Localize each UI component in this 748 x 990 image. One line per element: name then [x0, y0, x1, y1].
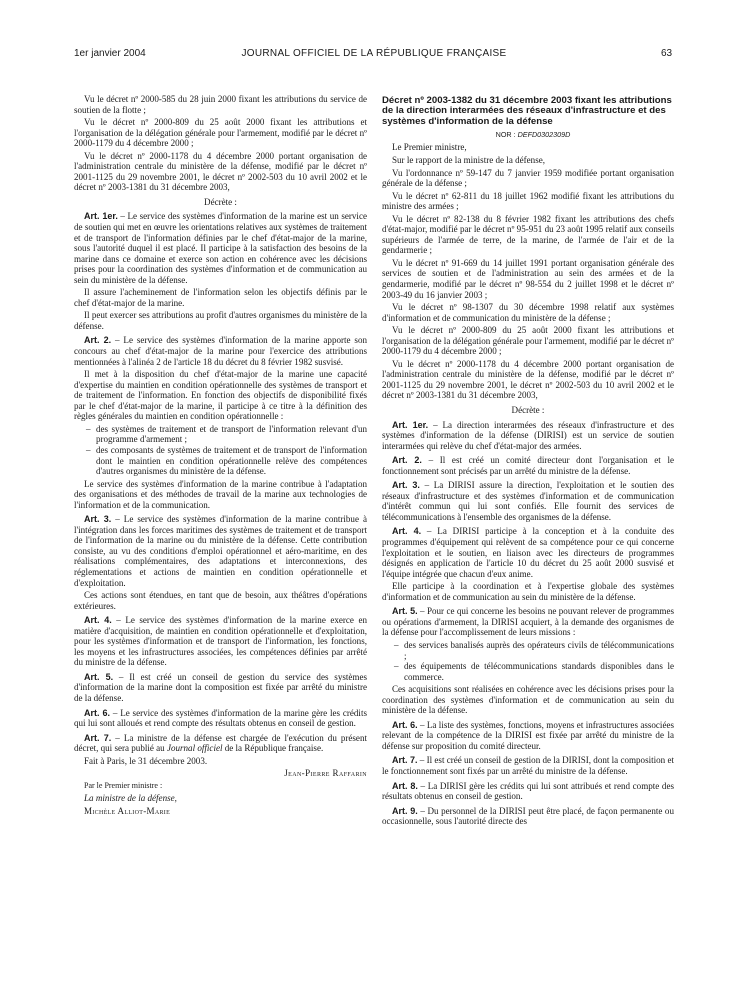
- bullet-list: [382, 640, 674, 682]
- article-text: – Pour ce qui concerne les besoins ne pouvant relever de programmes ou opérations d'armement, la DIRISI acquiert, à la demande des organismes de la défense pour l'accomplissement de leurs missions :: [382, 606, 674, 638]
- visa-paragraph: Vu l'ordonnance nº 59-147 du 7 janvier 1959 modifiée portant organisation générale de la défense ;: [382, 167, 674, 189]
- article-text: – La DIRISI assure la direction, l'exploitation et le soutien des réseaux d'infrastructure et des systèmes d'information et de communication d'intérêt commun qui lui sont confiés. Elle fournit des services de télécommunications à l'ensemble des organismes de la défense.: [382, 480, 674, 522]
- article-text: – Du personnel de la DIRISI peut être placé, de façon permanente ou occasionnelle, sous l'autorité directe des: [382, 805, 674, 827]
- paragraph: Ces acquisitions sont réalisées en cohérence avec les décisions prises pour la coordination des systèmes d'information et de communication au sein du ministère de la défense.: [382, 684, 674, 716]
- article-3: [74, 514, 367, 588]
- article-text: – Il est créé un comité directeur dont l'organisation et le fonctionnement sont précisés par un arrêté du ministre de la défense.: [382, 455, 674, 476]
- article-4: [74, 615, 367, 668]
- place-date: Fait à Paris, le 31 décembre 2003.: [84, 755, 208, 766]
- article-6: [74, 708, 367, 729]
- visa-paragraph: Vu le décret nº 82-138 du 8 février 1982 fixant les attributions des chefs d'état-major, modifié par le décret nº 95-951 du 23 août 1995 relatif aux conseils supérieurs de l'armée de terre, de la marine, de l'armée de l'air et de la gendarmerie ;: [382, 213, 674, 256]
- header-date: 1er janvier 2004: [74, 48, 146, 59]
- minister-name: Michèle Alliot-Marie: [84, 805, 171, 816]
- visa-paragraph: Vu le décret nº 2000-1178 du 4 décembre 2000 portant organisation de l'administration centrale du ministère de la défense, modifié par le décret nº 2001-1125 du 29 novembre 2001, le décret nº 2002-503 du 10 avril 2002 et le décret nº 2003-1381 du 31 décembre 2003,: [74, 150, 367, 193]
- article-label: Art. 3.: [84, 514, 112, 525]
- article-text: – La liste des systèmes, fonctions, moyens et infrastructures associées relevant de la compétence de la DIRISI est fixée par arrêté du ministre de la défense sur proposition du comité directeur.: [382, 719, 674, 751]
- article-6: [382, 720, 674, 752]
- article-7: [74, 733, 367, 754]
- visa-paragraph: Vu le décret nº 98-1307 du 30 décembre 1998 relatif aux systèmes d'information et de communication du ministère de la défense ;: [382, 302, 674, 323]
- article-3: [382, 480, 674, 522]
- paragraph: Elle participe à la coordination et à l'expertise globale des systèmes d'information et de communication au sein du ministère de la défense.: [382, 581, 674, 602]
- page-number: 63: [661, 48, 673, 59]
- article-text: de la République française.: [222, 743, 324, 754]
- paragraph: Sur le rapport de la ministre de la défense,: [392, 154, 545, 165]
- list-item: – des équipements de télécommunications standards disponibles dans le commerce.: [382, 661, 674, 682]
- list-item: – des composants de systèmes de traitement et de transport de l'information dont le maintien en condition opérationnelle relève des compétences d'autres organismes du ministère de la défense.: [74, 445, 367, 477]
- article-text: – Le service des systèmes d'information de la marine est un service de soutien qui met en œuvre les orientations relatives aux systèmes de traitement et de transport de l'information définies par le chef d'état-major de la marine, sous l'autorité duquel il est placé. Il participe à la satisfaction des besoins de la marine dans ce domaine et exerce son action en cohérence avec les décisions prises pour la coordination des systèmes d'information et de communication au sein du ministère de la défense.: [74, 211, 367, 285]
- list-item: – des systèmes de traitement et de transport de l'information relevant d'un programme d'armement ;: [74, 424, 367, 445]
- visa-paragraph: Vu le décret nº 62-811 du 18 juillet 1962 modifié fixant les attributions du ministre des armées ;: [382, 190, 674, 212]
- par-le-premier-ministre: Par le Premier ministre :: [84, 780, 163, 790]
- nor-label: NOR :: [495, 129, 518, 139]
- visa-paragraph: Vu le décret nº 2000-809 du 25 août 2000 fixant les attributions et l'organisation de la délégation générale pour l'armement, modifié par le décret nº 2000-1179 du 4 décembre 2000 ;: [74, 117, 367, 149]
- journal-officiel-italic: Journal officiel: [166, 743, 223, 754]
- article-1: [74, 211, 367, 285]
- article-label: Art. 7.: [392, 755, 418, 766]
- decree-title: Décret nº 2003-1382 du 31 décembre 2003 fixant les attributions de la direction interarmées des réseaux d'infrastructure et des systèmes d'information de la défense: [382, 95, 672, 127]
- article-text: – La ministre de la défense est chargée de l'exécution du présent décret, qui sera publié au: [74, 732, 367, 754]
- visa-paragraph: Vu le décret nº 2000-585 du 28 juin 2000 fixant les attributions du service de soutien de la flotte ;: [74, 94, 367, 115]
- article-label: Art. 5.: [84, 671, 114, 682]
- article-text: – Le service des systèmes d'information de la marine contribue à l'intégration dans les forces maritimes des systèmes de traitement et de transport de l'information de la marine ou du ministère de la défense. Cette contribution consiste, au vu des conditions d'emploi opérationnel et aéro-maritime, en des réalisations complémentaires, des adaptations et interconnexions, des réglementations et actions de maintien en condition opérationnelle et d'exploitation.: [74, 514, 367, 588]
- article-9: [382, 806, 674, 827]
- article-2: [74, 335, 367, 367]
- article-label: Art. 2.: [84, 335, 112, 346]
- nor-reference: [382, 130, 674, 141]
- article-label: Art. 3.: [392, 480, 420, 491]
- article-4: [382, 526, 674, 579]
- left-column: [74, 94, 367, 818]
- article-label: Art. 7.: [84, 732, 112, 743]
- article-text: – Le service des systèmes d'information de la marine gère les crédits qui lui sont alloués et rend compte des résultats obtenus en conseil de gestion.: [74, 707, 367, 729]
- paragraph: Il assure l'acheminement de l'information selon les objectifs définis par le chef d'état-major de la marine.: [74, 287, 367, 308]
- article-7: [382, 755, 674, 776]
- paragraph: Il peut exercer ses attributions au profit d'autres organismes du ministère de la défense.: [74, 310, 367, 331]
- article-text: – Le service des systèmes d'information de la marine apporte son concours au chef d'état-major de la marine pour l'exercice des attributions mentionnées à l'alinéa 2 de l'article 18 du décret du 8 février 1982 susvisé.: [74, 335, 367, 367]
- paragraph: Le service des systèmes d'information de la marine contribue à l'adaptation des organisations et des méthodes de travail de la marine aux technologies de l'information et de la communication.: [74, 478, 367, 510]
- nor-code: DEFD0302309D: [517, 129, 571, 139]
- article-label: Art. 4.: [84, 615, 112, 626]
- bullet-list: [74, 424, 367, 477]
- article-text: – La DIRISI participe à la conception et à la conduite des programmes d'équipement qui relèvent de sa compétence pour ce qui concerne l'exploitation et le soutien, en liaison avec les directeurs de programmes désignés en application de l'article 10 du décret du 25 août 2000 susvisé et l'équipe intégrée que chacun d'eux anime.: [382, 526, 674, 579]
- right-column: [382, 94, 674, 829]
- article-2: [382, 455, 674, 476]
- article-label: Art. 8.: [392, 780, 418, 791]
- paragraph: Ces actions sont étendues, en tant que de besoin, aux théâtres d'opérations extérieures.: [74, 590, 367, 611]
- paragraph: Il met à la disposition du chef d'état-major de la marine une capacité d'expertise du maintien en condition opérationnelle des systèmes de transport et de traitement de l'information. En fonction des objectifs de disponibilité fixés par le chef d'état-major de la marine, il participe à ce titre à la définition des règles générales du maintien en condition opérationnelle :: [74, 369, 367, 422]
- article-1: [382, 420, 674, 452]
- article-label: Art. 9.: [392, 805, 418, 816]
- article-label: Art. 5.: [392, 606, 418, 617]
- article-label: Art. 1er.: [84, 211, 118, 222]
- article-8: [382, 781, 674, 802]
- article-label: Art. 2.: [392, 455, 422, 466]
- minister-title: La ministre de la défense,: [84, 793, 177, 804]
- article-text: – La direction interarmées des réseaux d'infrastructure et des systèmes d'information de la défense (DIRISI) est un service de soutien interarmées qui relève du chef d'état-major des armées.: [382, 419, 674, 451]
- article-text: – La DIRISI gère les crédits qui lui sont attribués et rend compte des résultats obtenus en conseil de gestion.: [382, 780, 674, 802]
- visa-paragraph: Vu le décret nº 91-669 du 14 juillet 1991 portant organisation générale des services de soutien et de l'administration au sein des armées et de la gendarmerie, modifié par le décret nº 98-554 du 2 juillet 1998 et le décret nº 2003-49 du 16 janvier 2003 ;: [382, 257, 674, 300]
- visa-paragraph: Vu le décret nº 2000-809 du 25 août 2000 fixant les attributions et l'organisation de la délégation générale pour l'armement, modifié par le décret nº 2000-1179 du 4 décembre 2000 ;: [382, 325, 674, 357]
- visa-paragraph: Vu le décret nº 2000-1178 du 4 décembre 2000 portant organisation de l'administration centrale du ministère de la défense, modifié par le décret nº 2001-1125 du 29 novembre 2001, le décret nº 2002-503 du 10 avril 2002 et le décret nº 2003-1381 du 31 décembre 2003,: [382, 358, 674, 401]
- article-5: [382, 606, 674, 638]
- article-text: – Le service des systèmes d'information de la marine exerce en matière d'acquisition, de maintien en condition opérationnelle et d'exploitation, pour les systèmes d'information et de transport de l'information, les fonctions, les moyens et les infrastructures associées, les compétences définies par arrêté du ministre de la défense.: [74, 615, 367, 668]
- article-label: Art. 6.: [392, 719, 418, 730]
- article-text: – Il est créé un conseil de gestion de la DIRISI, dont la composition et le fonctionnement sont fixés par un arrêté du ministre de la défense.: [382, 755, 674, 776]
- article-label: Art. 1er.: [392, 419, 429, 430]
- article-label: Art. 6.: [84, 707, 111, 718]
- article-label: Art. 4.: [392, 526, 422, 537]
- journal-title: JOURNAL OFFICIEL DE LA RÉPUBLIQUE FRANÇAISE: [241, 48, 507, 59]
- paragraph: Le Premier ministre,: [392, 142, 467, 153]
- decrete-heading: Décrète :: [204, 196, 237, 207]
- article-text: – Il est créé un conseil de gestion du service des systèmes d'information de la marine dont la composition est fixée par arrêté du ministre de la défense.: [74, 671, 367, 703]
- prime-minister-signature: Jean-Pierre Raffarin: [284, 768, 367, 779]
- decrete-heading: Décrète :: [511, 405, 545, 416]
- article-5: [74, 672, 367, 704]
- list-item: – des services banalisés auprès des opérateurs civils de télécommunications ;: [382, 640, 674, 661]
